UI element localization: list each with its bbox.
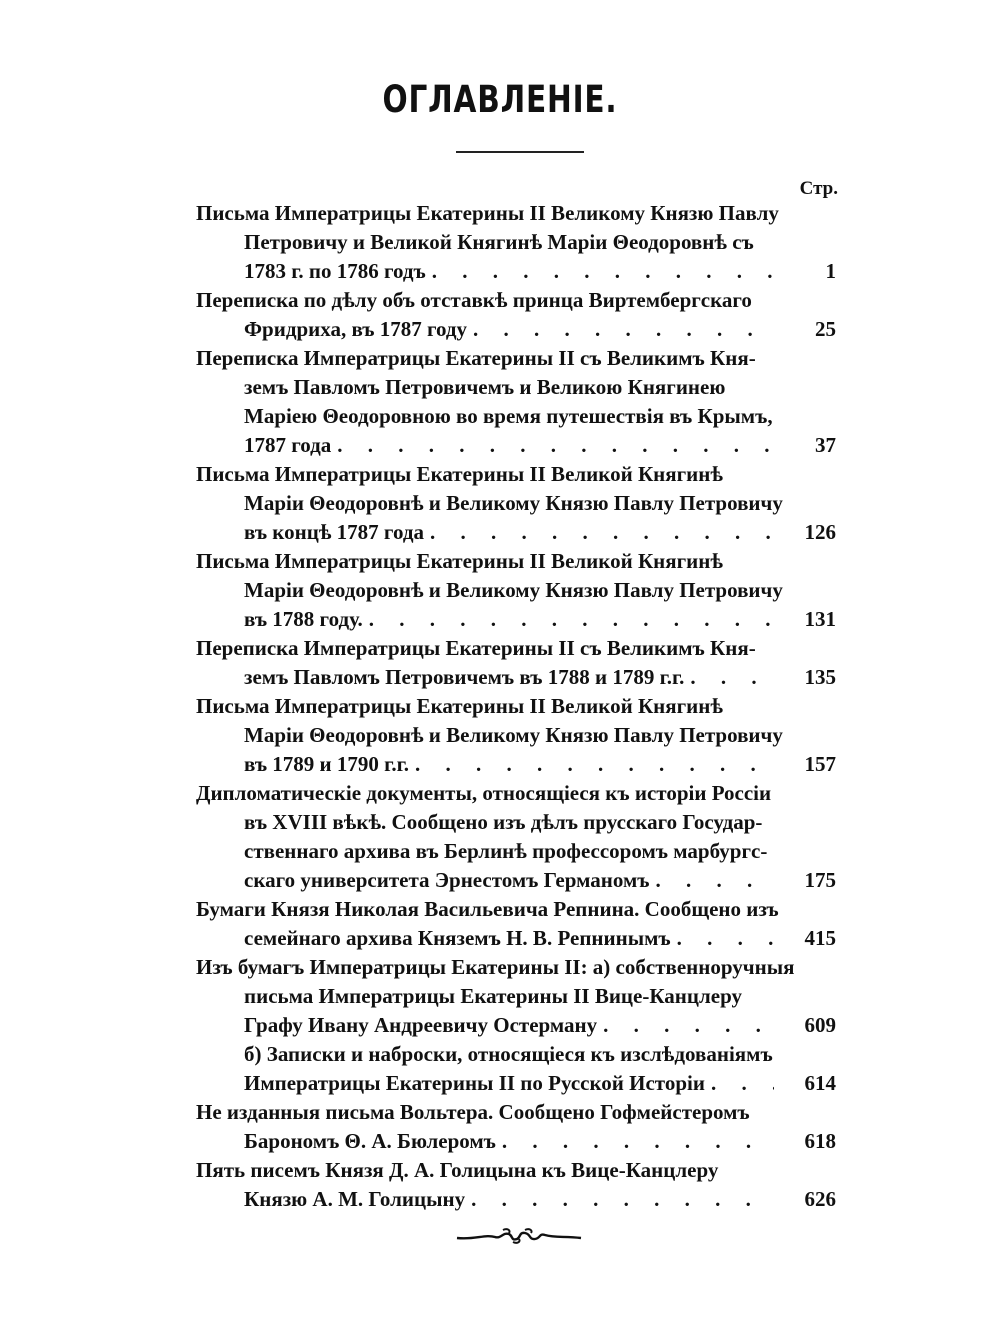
- toc-entry-text: скаго университета Эрнестомъ Германомъ: [244, 868, 650, 892]
- toc-page-number: 609: [804, 1013, 836, 1037]
- toc-entry-line: [196, 286, 836, 315]
- toc-entry-text: Маріи Θеодоровнѣ и Великому Князю Павлу Петровичу: [244, 723, 783, 747]
- toc-entry-line: [196, 1185, 836, 1214]
- dot-leader: [409, 750, 774, 779]
- toc-page-number: 157: [804, 752, 836, 776]
- toc-entry-line: [196, 924, 836, 953]
- page-column-label: Стр.: [799, 178, 838, 199]
- toc-entry-text: Письма Императрицы Екатерины II Великому Князю Павлу: [196, 201, 779, 225]
- toc-entry-line: [196, 1098, 836, 1127]
- toc-entry-text: Императрицы Екатерины II по Русской Исторіи: [244, 1071, 705, 1095]
- toc-entry: [196, 547, 836, 634]
- toc-entry-text: Маріи Θеодоровнѣ и Великому Князю Павлу Петровичу: [244, 578, 783, 602]
- toc-entry-text: Графу Ивану Андреевичу Остерману: [244, 1013, 598, 1037]
- dot-leader: [331, 431, 774, 460]
- toc-entry: [196, 634, 836, 692]
- toc-entry-text: Барономъ Θ. А. Бюлеромъ: [244, 1129, 496, 1153]
- toc-entry-text: въ концѣ 1787 года: [244, 520, 424, 544]
- toc-entry: [196, 460, 836, 547]
- toc-entry-line: [196, 547, 836, 576]
- toc-entry-line: [196, 315, 836, 344]
- toc-page-number: 135: [804, 665, 836, 689]
- toc-entry-text: земъ Павломъ Петровичемъ въ 1788 и 1789 г.г.: [244, 665, 685, 689]
- toc-entry-line: [196, 1156, 836, 1185]
- toc-entry: [196, 286, 836, 344]
- toc-entry: [196, 1040, 836, 1098]
- toc-entry-text: Письма Императрицы Екатерины II Великой Княгинѣ: [196, 694, 723, 718]
- ornament-icon: [455, 1226, 583, 1246]
- toc-entry-line: [196, 460, 836, 489]
- toc-page-number: 1: [825, 259, 836, 283]
- dot-leader: [426, 257, 774, 286]
- dot-leader: [650, 866, 775, 895]
- toc-entry-text: Князю А. М. Голицыну: [244, 1187, 466, 1211]
- toc-entry-text: Пять писемъ Князя Д. А. Голицына къ Вице-Канцлеру: [196, 1158, 719, 1182]
- toc-entry: [196, 692, 836, 779]
- toc-entry-line: [196, 257, 836, 286]
- toc-entry-line: [196, 431, 836, 460]
- toc-entry-text: ственнаго архива въ Берлинѣ профессоромъ марбургс-: [244, 839, 768, 863]
- toc-page-number: 131: [804, 607, 836, 631]
- toc-entry-text: Фридриха, въ 1787 году: [244, 317, 468, 341]
- toc-page-number: 614: [804, 1071, 836, 1095]
- dot-leader: [496, 1127, 774, 1156]
- dot-leader: [465, 1185, 774, 1214]
- toc-entry-line: [196, 199, 836, 228]
- toc-entry-text: Маріею Θеодоровною во время путешествія въ Крымъ,: [244, 404, 773, 428]
- page-title: ОГЛАВЛЕНІЕ.: [382, 78, 618, 121]
- dot-leader: [684, 663, 774, 692]
- toc-entry-line: [196, 895, 836, 924]
- toc-entry-text: земъ Павломъ Петровичемъ и Великою Княгинею: [244, 375, 726, 399]
- toc-entry-text: б) Записки и наброски, относящіеся къ изслѣдованіямъ: [244, 1042, 773, 1066]
- toc-entry-text: семейнаго архива Княземъ Н. В. Репнинымъ: [244, 926, 671, 950]
- toc-entry-text: 1787 года: [244, 433, 332, 457]
- toc-entry-text: Письма Императрицы Екатерины II Великой Княгинѣ: [196, 462, 723, 486]
- toc-entry-line: [196, 634, 836, 663]
- toc-entry-text: Петровичу и Великой Княгинѣ Маріи Θеодоровнѣ съ: [244, 230, 754, 254]
- toc-entry-line: [196, 953, 836, 982]
- dot-leader: [597, 1011, 774, 1040]
- toc-entry-line: [196, 866, 836, 895]
- toc-entry-text: Изъ бумагъ Императрицы Екатерины II: а) собственноручныя: [196, 955, 795, 979]
- toc-entry-text: въ 1788 году.: [244, 607, 363, 631]
- toc-entry-text: письма Императрицы Екатерины II Вице-Канцлеру: [244, 984, 743, 1008]
- toc-entry-line: [196, 576, 836, 605]
- toc-entry-text: Маріи Θеодоровнѣ и Великому Князю Павлу Петровичу: [244, 491, 783, 515]
- toc-page-number: 626: [804, 1187, 836, 1211]
- toc-entry-line: [196, 489, 836, 518]
- toc-entry-line: [196, 692, 836, 721]
- toc-entry-line: [196, 228, 836, 257]
- toc-entry-line: [196, 1127, 836, 1156]
- toc-entry-line: [196, 837, 836, 866]
- toc-entry-line: [196, 344, 836, 373]
- toc-entry: [196, 953, 836, 1040]
- toc-entry-text: Не изданныя письма Вольтера. Сообщено Гофмейстеромъ: [196, 1100, 750, 1124]
- dot-leader: [705, 1069, 774, 1098]
- toc-page-number: 415: [804, 926, 836, 950]
- toc-entry-line: [196, 1069, 836, 1098]
- dot-leader: [363, 605, 774, 634]
- toc-entry-text: Переписка по дѣлу объ отставкѣ принца Виртембергскаго: [196, 288, 752, 312]
- toc-page-number: 126: [804, 520, 836, 544]
- toc-entry-text: Переписка Императрицы Екатерины II съ Великимъ Кня-: [196, 346, 756, 370]
- toc-entry-text: Переписка Императрицы Екатерины II съ Великимъ Кня-: [196, 636, 756, 660]
- toc-entry-line: [196, 750, 836, 779]
- toc-entry-text: Письма Императрицы Екатерины II Великой Княгинѣ: [196, 549, 723, 573]
- toc-entry-text: Дипломатическіе документы, относящіеся къ исторіи Россіи: [196, 781, 772, 805]
- toc-page-number: 175: [804, 868, 836, 892]
- toc-entry-line: [196, 605, 836, 634]
- dot-leader: [467, 315, 774, 344]
- dot-leader: [671, 924, 774, 953]
- toc-entry-line: [196, 373, 836, 402]
- title-rule: [456, 151, 584, 153]
- toc-entry: [196, 344, 836, 460]
- toc-entry-line: [196, 1011, 836, 1040]
- toc-entry: [196, 199, 836, 286]
- toc-entry-line: [196, 808, 836, 837]
- toc-page-number: 37: [815, 433, 836, 457]
- toc-page-number: 25: [815, 317, 836, 341]
- toc-entry-text: Бумаги Князя Николая Васильевича Репнина. Сообщено изъ: [196, 897, 779, 921]
- table-of-contents: [196, 199, 836, 1214]
- toc-entry-line: [196, 663, 836, 692]
- toc-entry-line: [196, 982, 836, 1011]
- toc-entry-text: въ 1789 и 1790 г.г.: [244, 752, 409, 776]
- toc-entry-line: [196, 1040, 836, 1069]
- toc-entry: [196, 779, 836, 895]
- toc-entry-line: [196, 518, 836, 547]
- toc-entry-text: 1783 г. по 1786 годъ: [244, 259, 426, 283]
- toc-entry-line: [196, 721, 836, 750]
- toc-page-number: 618: [804, 1129, 836, 1153]
- dot-leader: [424, 518, 774, 547]
- toc-entry: [196, 895, 836, 953]
- toc-entry: [196, 1098, 836, 1156]
- toc-entry: [196, 1156, 836, 1214]
- toc-entry-text: въ XVIII вѣкѣ. Сообщено изъ дѣлъ прусскаго Государ-: [244, 810, 763, 834]
- toc-entry-line: [196, 779, 836, 808]
- toc-entry-line: [196, 402, 836, 431]
